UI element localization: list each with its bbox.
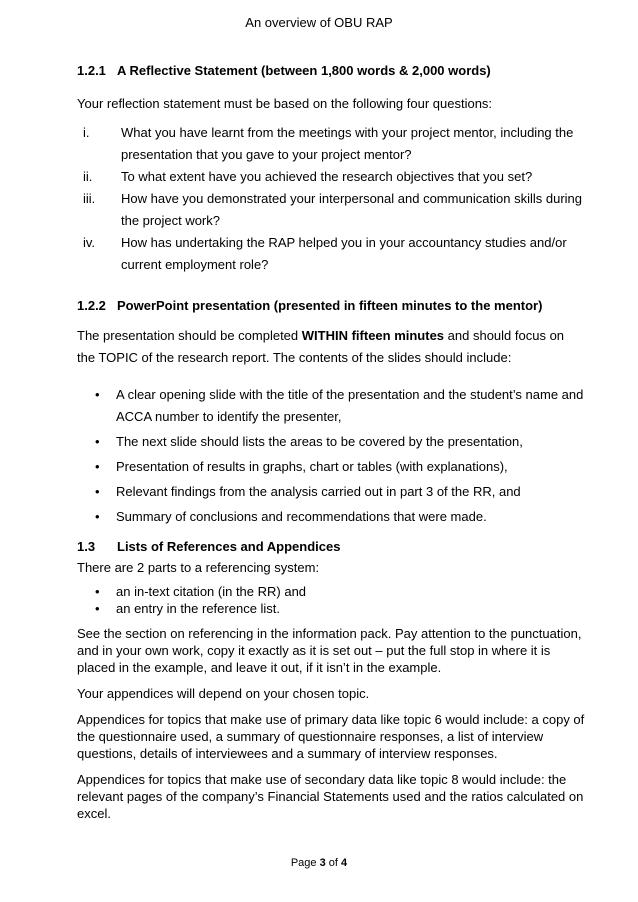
list-item: • Relevant findings from the analysis carried out in part 3 of the RR, and <box>77 481 585 503</box>
bullet-icon: • <box>95 584 100 599</box>
reflection-intro: Your reflection statement must be based on the following four questions: <box>77 96 493 111</box>
heading-number: 1.2.2 <box>77 298 106 313</box>
heading-text: PowerPoint presentation (presented in fifteen minutes to the mentor) <box>117 298 543 313</box>
bullet-icon: • <box>95 459 100 474</box>
heading-number: 1.3 <box>77 539 96 554</box>
heading-1-3 <box>77 538 585 556</box>
references-intro: There are 2 parts to a referencing system: <box>77 560 320 575</box>
slide-contents-list <box>77 384 585 528</box>
list-item: • A clear opening slide with the title of the presentation and the student’s name and ACCA number to identify the presenter, <box>77 384 585 428</box>
page-body <box>77 62 585 822</box>
list-item: • Summary of conclusions and recommendations that were made. <box>77 506 585 528</box>
referencing-parts-list <box>77 583 585 617</box>
heading-1-2-2 <box>77 297 585 315</box>
primary-data-paragraph: Appendices for topics that make use of primary data like topic 6 would include: a copy of the questionnaire used, a summary of questionnaire responses, a list of interview questions, details of interviewees and a summary of interview responses. <box>77 712 585 761</box>
heading-1-2-1 <box>77 62 585 80</box>
list-item: iii. How have you demonstrated your interpersonal and communication skills during the project work? <box>83 191 583 228</box>
page-footer: Page 3 of 4 <box>290 857 348 869</box>
heading-text: A Reflective Statement (between 1,800 words & 2,000 words) <box>117 63 491 78</box>
heading-number: 1.2.1 <box>77 63 106 78</box>
list-item: • an in-text citation (in the RR) and <box>95 584 307 599</box>
bullet-icon: • <box>95 484 100 499</box>
list-item: ii. To what extent have you achieved the research objectives that you set? <box>83 169 533 184</box>
total-page-number: 4 <box>341 857 348 869</box>
bullet-icon: • <box>95 601 100 616</box>
list-item: i. What you have learnt from the meetings with your project mentor, including the presentation that you gave to your project mentor? <box>83 125 574 162</box>
list-item: • The next slide should lists the areas to be covered by the presentation, <box>77 431 585 453</box>
heading-text: Lists of References and Appendices <box>117 539 341 554</box>
reflection-questions <box>77 122 585 276</box>
presentation-intro: The presentation should be completed WITHIN fifteen minutes and should focus on the TOPIC of the research report. The contents of the slides should include: <box>77 328 565 365</box>
running-header: An overview of OBU RAP <box>245 15 393 30</box>
list-item: • Presentation of results in graphs, chart or tables (with explanations), <box>77 456 585 478</box>
current-page-number: 3 <box>319 857 326 869</box>
list-item: iv. How has undertaking the RAP helped you in your accountancy studies and/or current employment role? <box>83 235 567 272</box>
appendices-paragraph: Your appendices will depend on your chosen topic. <box>77 686 370 701</box>
list-item: • an entry in the reference list. <box>95 601 281 616</box>
secondary-data-paragraph: Appendices for topics that make use of secondary data like topic 8 would include: the relevant pages of the company’s Financial Statements used and the ratios calculated on excel. <box>77 772 584 821</box>
bullet-icon: • <box>95 434 100 449</box>
bullet-icon: • <box>95 509 100 524</box>
bullet-icon: • <box>95 387 100 402</box>
referencing-paragraph: See the section on referencing in the information pack. Pay attention to the punctuation, and in your own work, copy it exactly as it is set out – put the full stop in where it is placed in the example, and leave it out, if it isn’t in the example. <box>77 626 582 675</box>
